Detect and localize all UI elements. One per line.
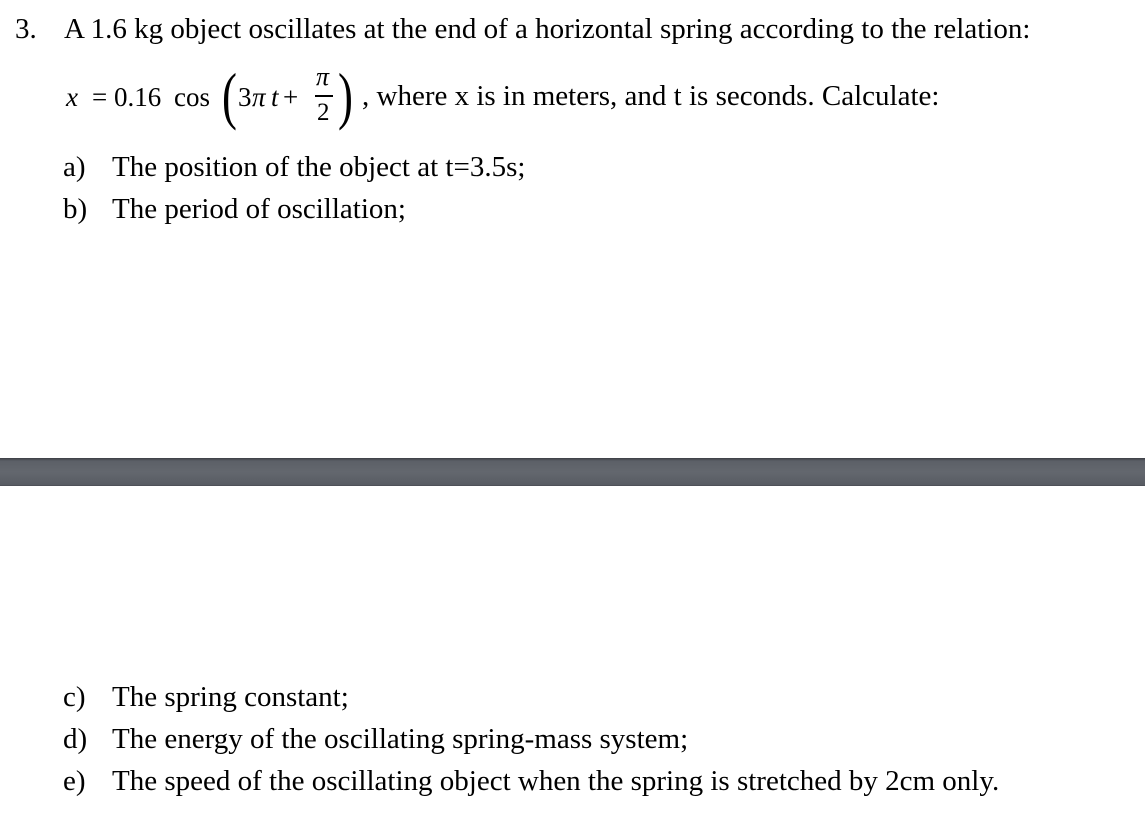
equation-fraction-denominator: 2: [317, 99, 330, 126]
part-text: The speed of the oscillating object when the spring is stretched by 2cm only.: [112, 765, 1000, 797]
equation-coefficient: 3: [238, 82, 252, 112]
part-text: The period of oscillation;: [112, 193, 406, 225]
page-divider-bar: [0, 458, 1145, 486]
equation-lhs-variable: x: [66, 82, 78, 112]
part-text: The spring constant;: [112, 681, 349, 713]
question-number: 3.: [15, 13, 37, 45]
part-marker: c): [63, 681, 86, 713]
equation-time-variable: t: [271, 82, 279, 112]
equation-pi-symbol: π: [252, 82, 266, 112]
equation-amplitude: = 0.16: [92, 82, 162, 112]
part-text: The position of the object at t=3.5s;: [112, 151, 526, 183]
part-marker: d): [63, 723, 88, 755]
question-stem: A 1.6 kg object oscillates at the end of a horizontal spring according to the relation:: [64, 13, 1031, 45]
equation-plus-operator: +: [283, 82, 299, 112]
equation-fraction-numerator: π: [316, 62, 330, 91]
part-marker: a): [63, 151, 86, 183]
equation-trailing-text: , where x is in meters, and t is seconds. Calculate:: [362, 80, 940, 112]
equation-paren-close: ): [338, 60, 353, 131]
part-text: The energy of the oscillating spring-mass system;: [112, 723, 689, 755]
oscillation-equation: [66, 62, 1066, 132]
equation-function: cos: [174, 82, 210, 112]
part-marker: e): [63, 765, 86, 797]
equation-fraction-bar: [315, 95, 333, 97]
part-marker: b): [63, 193, 88, 225]
equation-paren-open: (: [222, 60, 237, 131]
